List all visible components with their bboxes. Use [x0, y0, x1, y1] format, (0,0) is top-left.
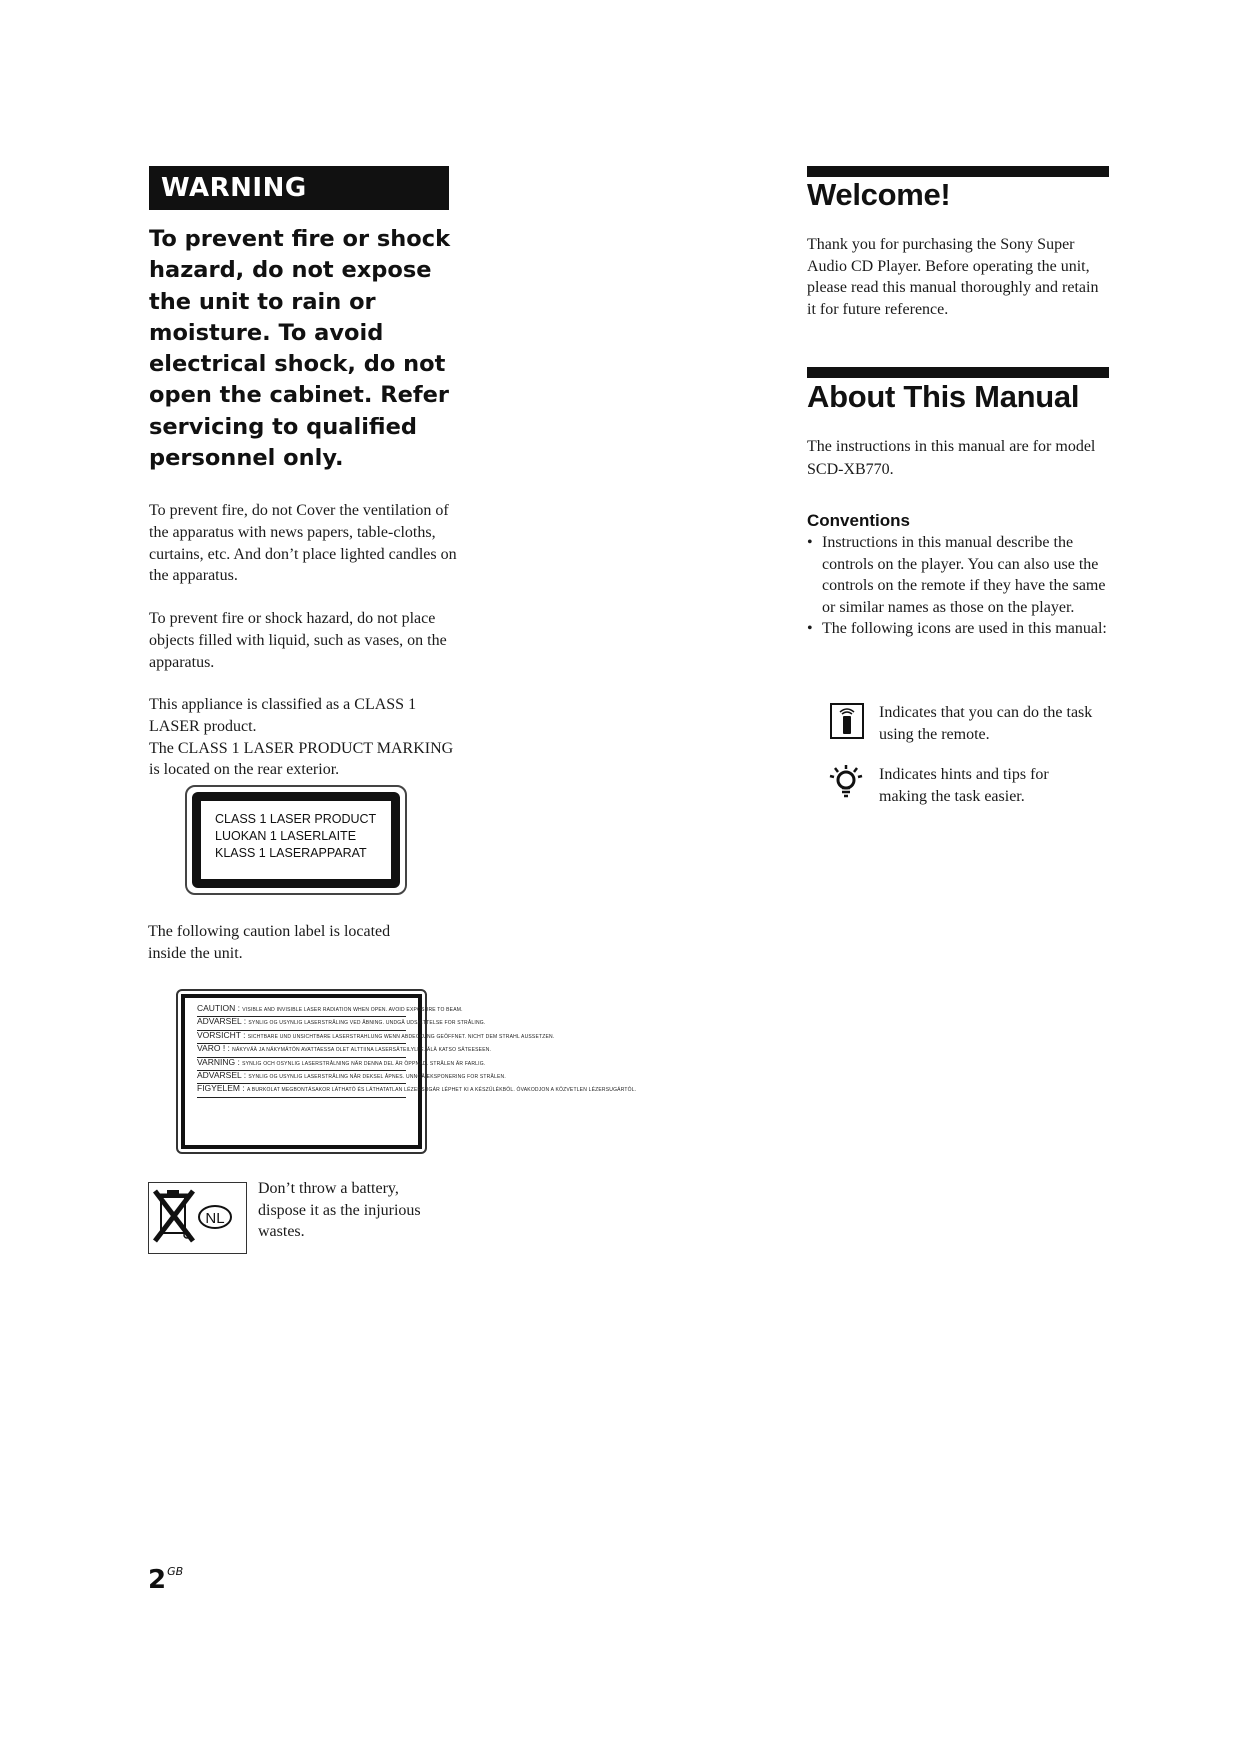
caution-line: VARNING : SYNLIG OCH OSYNLIG LASERSTRÅLNING NÄR DENNA DEL ÄR ÖPPNAD. STRÅLEN ÄR FARLIG. [197, 1058, 406, 1071]
laser-class-text: This appliance is classified as a CLASS 1 LASER product. [149, 696, 417, 735]
battery-disposal-symbol [148, 1182, 247, 1254]
list-item: • Instructions in this manual describe the controls on the player. You can also use the controls on the remote if they have the same or similar names as those on the player. [807, 534, 1106, 616]
caution-line: ADVARSEL : SYNLIG OG USYNLIG LASERSTRÅLING VED ÅBNING. UNDGÅ UDSÆTTELSE FOR STRÅLING. [197, 1017, 406, 1030]
remote-icon-text: Indicates that you can do the task using the remote. [879, 704, 1093, 743]
remote-icon-row [828, 702, 1099, 745]
welcome-rule [807, 166, 1109, 177]
page-suffix: GB [167, 1565, 184, 1578]
tips-icon-text: Indicates hints and tips for making the task easier. [879, 766, 1049, 805]
warning-heading: WARNING [149, 166, 449, 210]
about-heading: About This Manual [807, 379, 1080, 414]
remote-icon [828, 702, 878, 744]
caution-line: VARO ! : NÄKYVÄÄ JA NÄKYMÄTÖN AVATTAESSA OLET ALTTIINA LASERSÄTEILYLLE. ÄLÄ KATSO SÄTEESEEN. [197, 1044, 406, 1057]
nl-badge-text: NL [205, 1210, 225, 1227]
warning-section [149, 166, 459, 781]
laser-label-line: LUOKAN 1 LASERLAITE [215, 829, 357, 843]
caution-line: FIGYELEM : A BURKOLAT MEGBONTÁSAKOR LÁTHATÓ ÉS LÁTHATATLAN LÉZERSUGÁR LÉPHET KI A KÉSZÜLÉKBŐL. ÓVAKODJON A KÖZVETLEN LÉZERSUGÁRTÓL. [197, 1084, 406, 1097]
warning-lead-text: To prevent fire or shock hazard, do not expose the unit to rain or moisture. To avoid electrical shock, do not open the cabinet. Refer servicing to qualified personnel only. [149, 226, 451, 472]
laser-marking-text: The CLASS 1 LASER PRODUCT MARKING is located on the rear exterior. [149, 739, 454, 779]
lightbulb-icon [828, 764, 878, 806]
crossed-bin-icon [149, 1183, 245, 1252]
list-item: • The following icons are used in this manual: [807, 620, 1107, 638]
laser-label-line: KLASS 1 LASERAPPARAT [215, 846, 367, 860]
caution-label [176, 989, 637, 1154]
model-text: The instructions in this manual are for model SCD-XB770. [807, 438, 1096, 478]
caution-intro-text: The following caution label is located inside the unit. [148, 923, 391, 962]
page-number: $2^{GB}$ [148, 1565, 184, 1595]
tips-icon-row [828, 764, 1099, 807]
caution-line: VORSICHT : SICHTBARE UND UNSICHTBARE LASERSTRAHLUNG WENN ABDECKUNG GEÖFFNET. NICHT DEM STRAHL AUSSETZEN. [197, 1031, 406, 1044]
battery-disposal-text: Don’t throw a battery, dispose it as the injurious wastes. [258, 1180, 421, 1241]
welcome-text: Thank you for purchasing the Sony Super Audio CD Player. Before operating the unit, please read this manual thoroughly and retain it for future reference. [807, 236, 1099, 319]
fire-ventilation-text: To prevent fire, do not Cover the ventilation of the apparatus with news papers, table-cloths, curtains, etc. And don’t place lighted candles on the apparatus. [149, 502, 457, 585]
liquid-hazard-text: To prevent fire or shock hazard, do not place objects filled with liquid, such as vases, on the apparatus. [149, 610, 447, 671]
about-rule [807, 367, 1109, 378]
welcome-heading: Welcome! [807, 177, 951, 212]
laser-product-label [185, 785, 407, 895]
caution-line: CAUTION : VISIBLE AND INVISIBLE LASER RADIATION WHEN OPEN. AVOID EXPOSURE TO BEAM. [197, 1004, 406, 1017]
conventions-list [807, 532, 1107, 640]
caution-line: ADVARSEL : SYNLIG OG USYNLIG LASERSTRÅLING NÅR DEKSEL ÅPNES. UNNGÅ EKSPONERING FOR STRÅLEN. [197, 1071, 406, 1084]
conventions-heading: Conventions [807, 511, 910, 530]
laser-label-line: CLASS 1 LASER PRODUCT [215, 812, 377, 826]
